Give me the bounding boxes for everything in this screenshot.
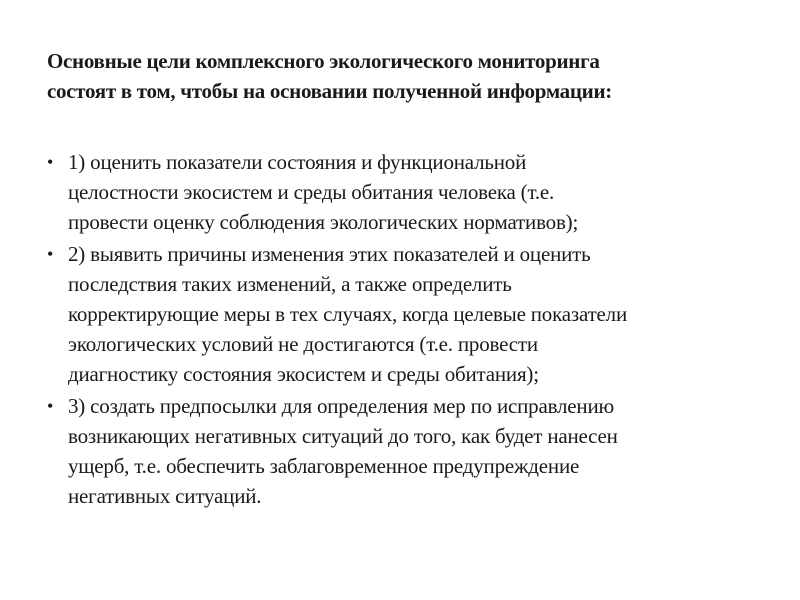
item-line: 2) выявить причины изменения этих показателей и оценить (68, 242, 591, 266)
item-line: ущерб, т.е. обеспечить заблаговременное предупреждение (68, 454, 580, 478)
item-line: диагностику состояния экосистем и среды обитания); (68, 362, 539, 386)
title-line: состоят в том, чтобы на основании полученной информации: (47, 79, 612, 103)
item-line: 3) создать предпосылки для определения мер по исправлению (68, 394, 614, 418)
goals-list (47, 147, 777, 513)
item-line: провести оценку соблюдения экологических нормативов); (68, 210, 579, 234)
bullet-icon: • (47, 396, 54, 416)
item-line: целостности экосистем и среды обитания человека (т.е. (68, 180, 555, 204)
list-item (47, 391, 777, 511)
slide-title (47, 46, 767, 106)
item-line: возникающих негативных ситуаций до того, как будет нанесен (68, 424, 618, 448)
title-line: Основные цели комплексного экологического мониторинга (47, 49, 600, 73)
list-item (47, 147, 777, 237)
bullet-icon: • (47, 244, 54, 264)
bullet-icon: • (47, 152, 54, 172)
list-item (47, 239, 777, 389)
item-line: корректирующие меры в тех случаях, когда целевые показатели (68, 302, 627, 326)
item-line: негативных ситуаций. (68, 484, 262, 508)
item-line: 1) оценить показатели состояния и функциональной (68, 150, 527, 174)
item-line: последствия таких изменений, а также определить (68, 272, 512, 296)
item-line: экологических условий не достигаются (т.е. провести (68, 332, 538, 356)
